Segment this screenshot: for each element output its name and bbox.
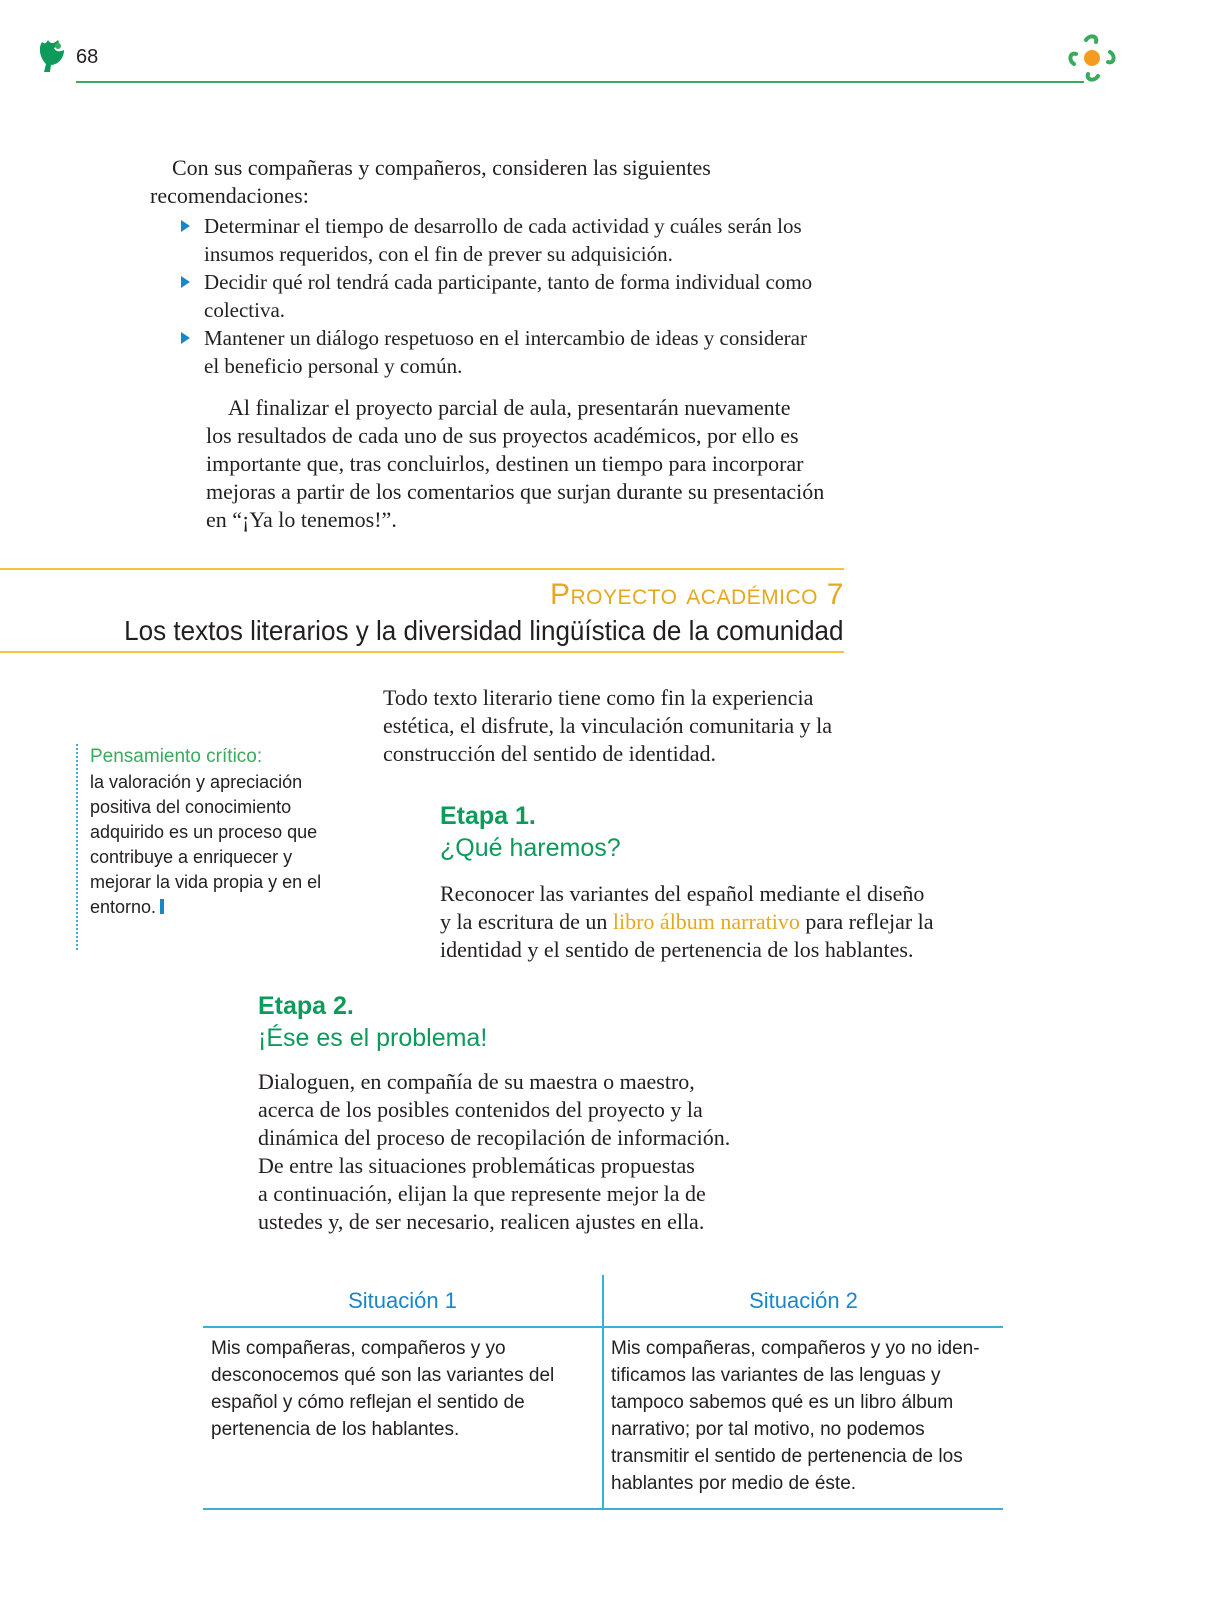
leaf-person-icon [36,38,68,74]
stage2-name: ¡Ése es el problema! [258,1024,488,1052]
closing-line: los resultados de cada uno de sus proyectos académicos, por ello es [206,423,799,448]
critical-thinking-sidebar [76,744,340,950]
table-bottom-rule [203,1508,1003,1510]
stage1-line-part: y la escritura de un [440,909,613,934]
closing-line: importante que, tras concluirlos, destinen un tiempo para incorporar [206,451,804,476]
situation-line: hablantes por medio de éste. [611,1473,857,1494]
list-item-line: Decidir qué rol tendrá cada participante, tanto de forma individual como [204,270,813,294]
closing-line: mejoras a partir de los comentarios que surjan durante su presentación [206,479,825,504]
stage2-text [258,1068,878,1236]
intro-lead-line2: recomendaciones: [150,183,309,208]
page-number: 68 [76,46,99,68]
header-rule [76,81,1084,83]
stage2-line: ustedes y, de ser necesario, realicen ajustes en ella. [258,1209,705,1234]
table-header-rule [203,1326,1003,1328]
list-item-line: Determinar el tiempo de desarrollo de cada actividad y cuáles serán los [204,214,802,238]
triangle-bullet-icon [181,276,190,288]
sidebar-body: la valoración y apreciación positiva del conocimiento adquirido es un proceso que contribuye a enriquecer y mejorar la vida propia y en el entorno. [90,772,322,917]
intro-lead-line1: Con sus compañeras y compañeros, consideren las siguientes [172,155,711,180]
glossary-term: libro álbum narrativo [612,909,800,934]
situation-line: tificamos las variantes de las lenguas y [611,1365,941,1386]
triangle-bullet-icon [181,220,190,232]
list-item-line: colectiva. [204,298,286,322]
stage1-number: Etapa 1. [440,802,536,830]
closing-line: Al finalizar el proyecto parcial de aula, presentarán nuevamente [228,395,791,420]
banner-top-rule [0,568,844,570]
list-item-line: insumos requeridos, con el fin de prever su adquisición. [204,242,673,266]
situation-line: Mis compañeras, compañeros y yo no iden- [611,1338,980,1359]
project-title: Los textos literarios y la diversidad lingüística de la comunidad [124,615,844,646]
stage2-number: Etapa 2. [258,992,354,1020]
list-item-line: Mantener un diálogo respetuoso en el intercambio de ideas y considerar [204,326,807,350]
stage2-line: a continuación, elijan la que represente mejor la de [258,1181,706,1206]
lead-text-line: Todo texto literario tiene como fin la experiencia [383,685,814,710]
stage1-line-part: para reflejar la [799,909,934,934]
situation2-heading: Situación 2 [749,1288,858,1313]
situation1-heading: Situación 1 [348,1288,457,1313]
list-item-line: el beneficio personal y común. [204,354,463,378]
flower-emblem-icon [1066,32,1118,84]
stage1-heading [440,800,621,864]
situations-table [203,1275,1003,1510]
situation1-text [211,1335,596,1443]
situation-line: transmitir el sentido de pertenencia de los [611,1446,963,1467]
project-label: Proyecto académico 7 [549,578,844,611]
page-header [0,0,1214,90]
stage2-line: dinámica del proceso de recopilación de información. [258,1125,731,1150]
intro-closing [206,394,886,534]
list-item [178,212,858,268]
end-mark-icon [160,899,164,914]
lead-text-line: estética, el disfrute, la vinculación comunitaria y la [383,713,832,738]
situation-line: pertenencia de los hablantes. [211,1419,460,1440]
stage1-name: ¿Qué haremos? [440,834,621,862]
situation2-text [611,1335,1001,1497]
lead-text [383,684,983,768]
stage2-heading [258,990,487,1054]
stage1-line: identidad y el sentido de pertenencia de los hablantes. [440,937,914,962]
recommendations-list [178,212,858,380]
list-item [178,324,858,380]
lead-text-line: construcción del sentido de identidad. [383,741,716,766]
situation-line: desconocemos qué son las variantes del [211,1365,555,1386]
intro-lead [150,154,870,210]
situation-line: narrativo; por tal motivo, no podemos [611,1419,925,1440]
sidebar-title: Pensamiento crítico: [90,746,263,767]
banner-bottom-rule [0,651,844,653]
stage1-line: Reconocer las variantes del español mediante el diseño [440,881,925,906]
stage2-line: Dialoguen, en compañía de su maestra o maestro, [258,1069,695,1094]
situation-line: Mis compañeras, compañeros y yo [211,1338,506,1359]
closing-line: en “¡Ya lo tenemos!”. [206,507,397,532]
stage1-line [440,908,1000,936]
stage2-line: acerca de los posibles contenidos del proyecto y la [258,1097,703,1122]
stage1-text [440,880,1000,964]
situation-line: español y cómo reflejan el sentido de [211,1392,525,1413]
triangle-bullet-icon [181,332,190,344]
stage2-line: De entre las situaciones problemáticas propuestas [258,1153,695,1178]
situation-line: tampoco sabemos qué es un libro álbum [611,1392,954,1413]
list-item [178,268,858,324]
